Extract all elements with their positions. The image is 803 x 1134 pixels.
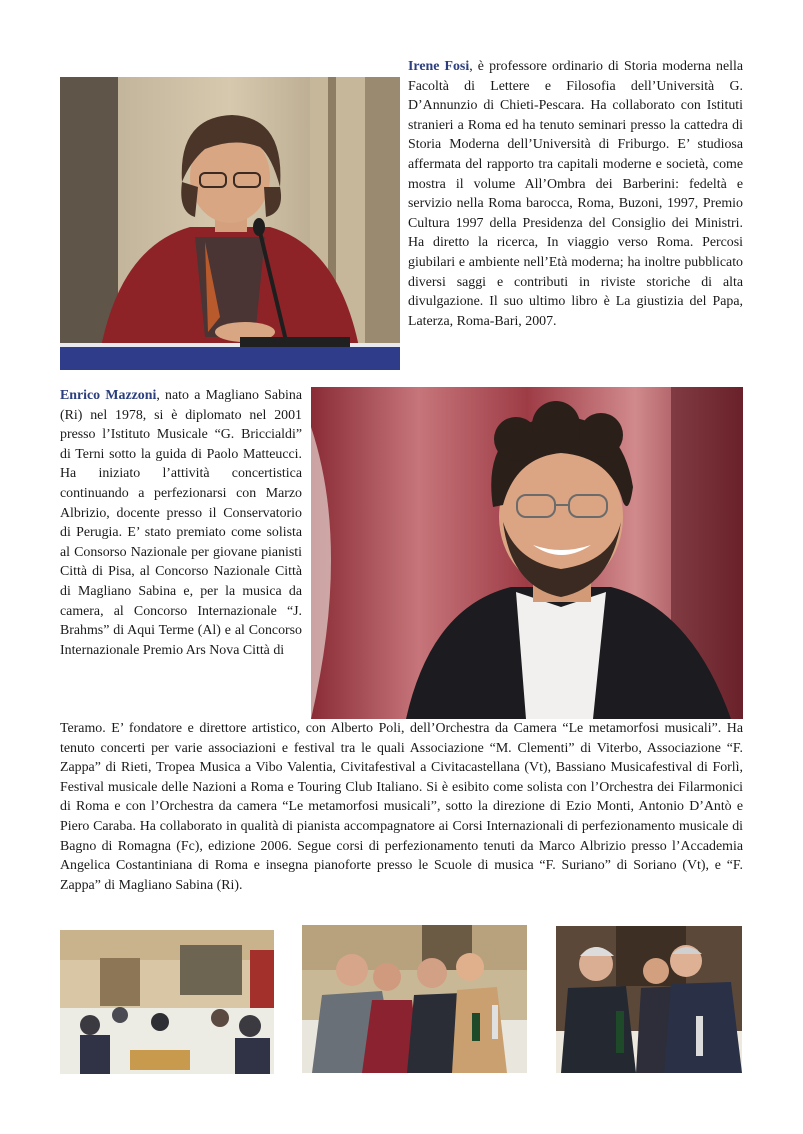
photo-enrico-mazzoni xyxy=(311,387,743,719)
bio-name-enrico-mazzoni: Enrico Mazzoni xyxy=(60,388,157,403)
photo-dinner-guests xyxy=(302,925,527,1073)
bio-text-enrico-mazzoni-side: , nato a Magliano Sabina (Ri) nel 1978, si è diplomato nel 2001 presso l’Istituto Musicale “G. Briccialdi” di Terni sotto la guida di Paolo Matteucci. Ha iniziato l’attività concertistica continuando a perfezionarsi con Marzo Albrizio, docente presso il Conservatorio di Perugia. E’ stato premiato come solista al Consorso Nazionale per giovane pianisti Città di Pisa, al Concorso Nazionale Città di Magliano Sabina e, per la musica da camera, al Concorso Internazionale “J. Brahms” di Aqui Terme (Al) e al Concorso Internazionale Premio Ars Nova Città di xyxy=(60,388,302,658)
photo-irene-fosi xyxy=(60,77,400,370)
bio-enrico-mazzoni-full: Teramo. E’ fondatore e direttore artistico, con Alberto Poli, dell’Orchestra da Camera “Le metamorfosi musicali”. Ha tenuto concerti per varie associazioni e festival tra le quali Associazione “M. Clementi” di Viterbo, Associazione “F. Zappa” di Rieti, Tropea Musica a Vibo Valentia, Civitafestival a Civitacastellana (Vt), Bassiano Musicafestival di Forlì, Festival musicale delle Nazioni a Roma e Touring Club Italiano. Si è esibito come solista con l’Orchestra dei Filarmonici di Roma e con l’Orchestra da camera “Le metamorfosi musicali”, sotto la direzione di Ezio Monti, Antonio D’Antò e Piero Caraba. Ha collaborato in qualità di pianista accompagnatore ai Corsi Internazionali di perfezionamento musicale di Bagno di Romagna (Fc), edizione 2006. Segue corsi di perfezionamento tenuti da Marco Albrizio presso l’Accademia Angelica Costantiniana di Roma e insegna pianoforte presso le Scuole di musica “F. Suriano” di Soriano (Vt), e “F. Zappa” di Magliano Sabina (Ri). xyxy=(60,721,743,893)
photo-dinner-hall xyxy=(60,930,274,1074)
photo-dinner-conversation xyxy=(556,926,742,1073)
bio-name-irene-fosi: Irene Fosi xyxy=(408,59,470,74)
bio-enrico-mazzoni-side xyxy=(60,386,302,660)
bio-irene-fosi xyxy=(408,57,743,331)
bio-text-irene-fosi: , è professore ordinario di Storia moderna nella Facoltà di Lettere e Filosofia dell’Università G. D’Annunzio di Chieti-Pescara. Ha collaborato con Istituti stranieri a Roma ed ha tenuto seminari presso la cattedra di Storia Moderna dell’Università di Friburgo. E’ studiosa affermata del rapporto tra capitali moderne e società, come mostra il volume All’Ombra dei Barberini: fedeltà e servizio nella Roma barocca, Roma, Buzoni, 1997, Premio Cultura 1997 della Presidenza del Consiglio dei Ministri. Ha diretto la ricerca, In viaggio verso Roma. Percosi giubilari e ambiente nell’Età moderna; ha inoltre pubblicato diversi saggi e contributi in riviste storiche di alta divulgazione. Il suo ultimo libro è La giustizia del Papa, Laterza, Roma-Bari, 2007. xyxy=(408,59,744,329)
